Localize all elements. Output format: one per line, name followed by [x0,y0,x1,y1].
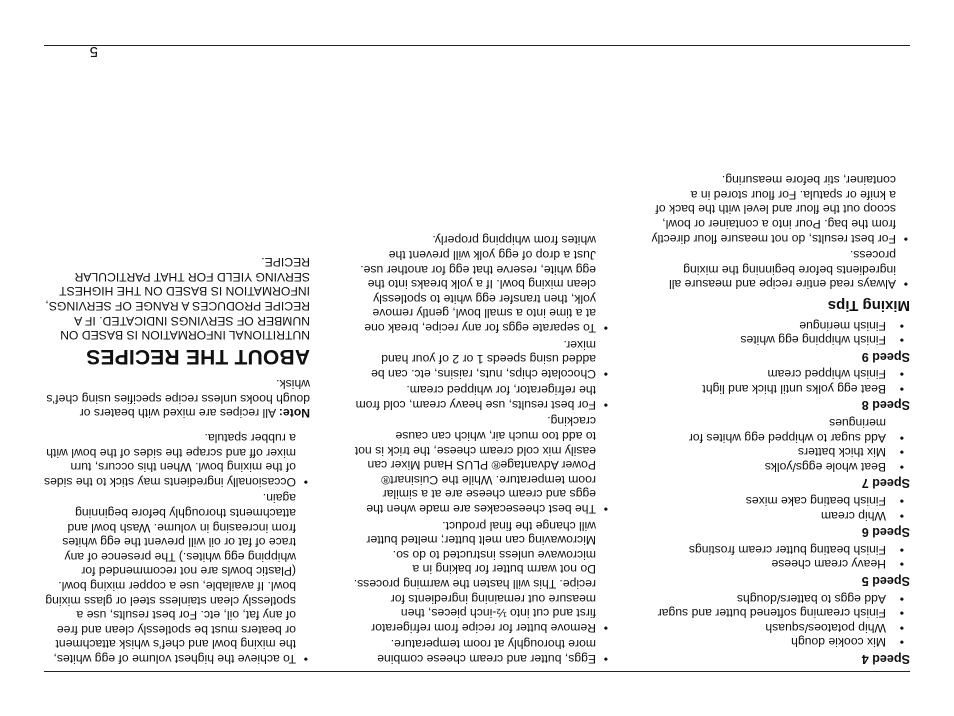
right-tips-list [44,431,310,667]
speed-item: • Finish creaming softened butter and sugar [648,606,910,621]
tip-item [352,414,610,516]
speed-heading: Speed 8 [861,398,910,413]
page-number: 5 [89,43,98,60]
speed-item: • Finish beating cake mixes [648,493,910,508]
bullet-icon: • [603,620,608,635]
speed-item: • Add eggs to batters/doughs [648,591,910,606]
tip-item [648,173,910,246]
speed-item: • Finish meringue [648,318,910,333]
tip-text: To separate eggs for any recipe, break one at a time into a small bowl, gently remove yolk, then transfer egg white to spotlessly clean mixing bowl. If a yolk breaks into the egg white, reserve that egg for another use. Just a drop of egg yolk will prevent the whites from whipping properly. [360,233,596,335]
middle-column [352,231,610,666]
note-text: All recipes are mixed with beaters or dough hooks unless recipe specifies using chef’s whisk. [46,377,310,421]
middle-tips-list [352,233,610,666]
tip-text: For best results, do not measure flour directly from the bag. Pour into a container or bowl, scoop out the flour and level with the back of a knife or spatula. For flour stored in a container, stir before measuring. [651,173,896,246]
tip-item [352,383,610,412]
bullet-icon: • [603,652,608,666]
speed-heading: Speed 6 [861,525,910,540]
speed-sections [648,318,910,666]
tip-text: For best results, use heavy cream, cold from the refrigerator, for whipped cream. [355,383,596,412]
speed-item: • Whip potatoes/squash [648,620,910,635]
tip-text: Chocolate chips, nuts, raisins, etc. can be added using speeds 1 or 2 of your hand mixer. [371,337,596,381]
recipes-note [44,377,310,421]
speed-heading: Speed 9 [861,349,910,364]
speed-item: • Add sugar to whipped egg whites for meringues [648,416,910,445]
tip-item [352,637,610,666]
speed-item: • Finish beating butter cream frostings [648,542,910,557]
right-column [44,255,310,666]
speed-items-list [648,493,910,522]
tip-item [352,518,610,635]
bullet-icon: • [603,320,608,335]
bullet-icon: • [603,397,608,412]
speed-item: • Beat egg yolks until thick and light [648,381,910,396]
bullet-icon: • [903,231,908,246]
speed-item: • Heavy cream cheese [648,557,910,572]
speed-heading: Speed 7 [861,476,910,491]
speed-items-list [648,591,910,649]
about-recipes-text: NUTRITIONAL INFORMATION IS BASED ON NUMBER OF SERVINGS INDICATED. IF A RECIPE PRODUCES A RANGE OF SERVINGS, INFORMATION IS BASED ON THE HIGHEST SERVING YIELD FOR THAT PARTICULAR RECIPE. [45,255,310,343]
tip-text: To achieve the highest volume of egg whites, the mixing bowl and chef’s whisk attachment or beaters must be spotlessly clean and free of any fat, oil, etc. For best results, use a spotlessly clean stainless steel or glass mixing bowl. If available, use a copper mixing bowl. (Plastic bowls are not recommended for whipping egg whites.) The presence of any trace of fat or oil will prevent the egg whites from increasing in volume. Wash bowl and attachments thoroughly before beginning again. [45,491,296,666]
speed-items-list [648,367,910,396]
speed-heading: Speed 5 [861,574,910,589]
bullet-icon: • [303,652,308,666]
tip-text: Occasionally ingredients may stick to the sides of the mixing bowl. When this occurs, turn mixer off and scrape the sides of the bowl with a rubber spatula. [44,431,296,489]
bullet-icon: • [603,366,608,381]
bullet-icon: • [603,502,608,517]
speed-item: • Mix cookie dough [648,635,910,650]
speed-items-list [648,318,910,347]
left-column [648,171,910,666]
mixing-tips-list [648,173,910,292]
speed-heading: Speed 4 [861,652,910,666]
speed-item: • Mix thick batters [648,445,910,460]
speed-items-list [648,542,910,571]
tip-text: Eggs, butter and cream cheese combine more thoroughly at room temperature. [377,637,596,666]
bottom-rule [44,45,910,46]
tip-item [44,491,310,666]
bullet-icon: • [303,474,308,489]
tip-item [352,337,610,381]
tip-text: Remove butter for recipe from refrigerator first and cut into ½-inch pieces, then measure out remaining ingredients for recipe. This will hasten the warming process. Do not warm butter for baking in a microwave unless instructed to do so. Microwaving can melt butter; melted butter will change the final product. [353,518,596,635]
bullet-icon: • [903,277,908,292]
tip-item [648,248,910,292]
note-label: Note: [278,406,310,421]
speed-items-list [648,416,910,474]
tip-text: The best cheesecakes are made when the eggs and cream cheese are at a similar room temperature. While the Cuisinart® Power Advantage® PLUS Hand Mixer can easily mix cold cream cheese, the trick is not to add too much air, which can cause cracking. [354,414,596,517]
top-rule [44,671,910,672]
speed-item: • Beat whole eggs/yolks [648,459,910,474]
about-recipes-heading: ABOUT THE RECIPES [86,344,310,368]
speed-item: • Finish whipped cream [648,367,910,382]
tip-text: Always read entire recipe and measure all ingredients before beginning the mixing process. [669,248,896,292]
mixing-tips-heading: Mixing Tips [827,296,910,314]
tip-item [352,233,610,335]
tip-item [44,431,310,489]
speed-item: • Finish whipping egg whites [648,333,910,348]
speed-item: • Whip cream [648,508,910,523]
